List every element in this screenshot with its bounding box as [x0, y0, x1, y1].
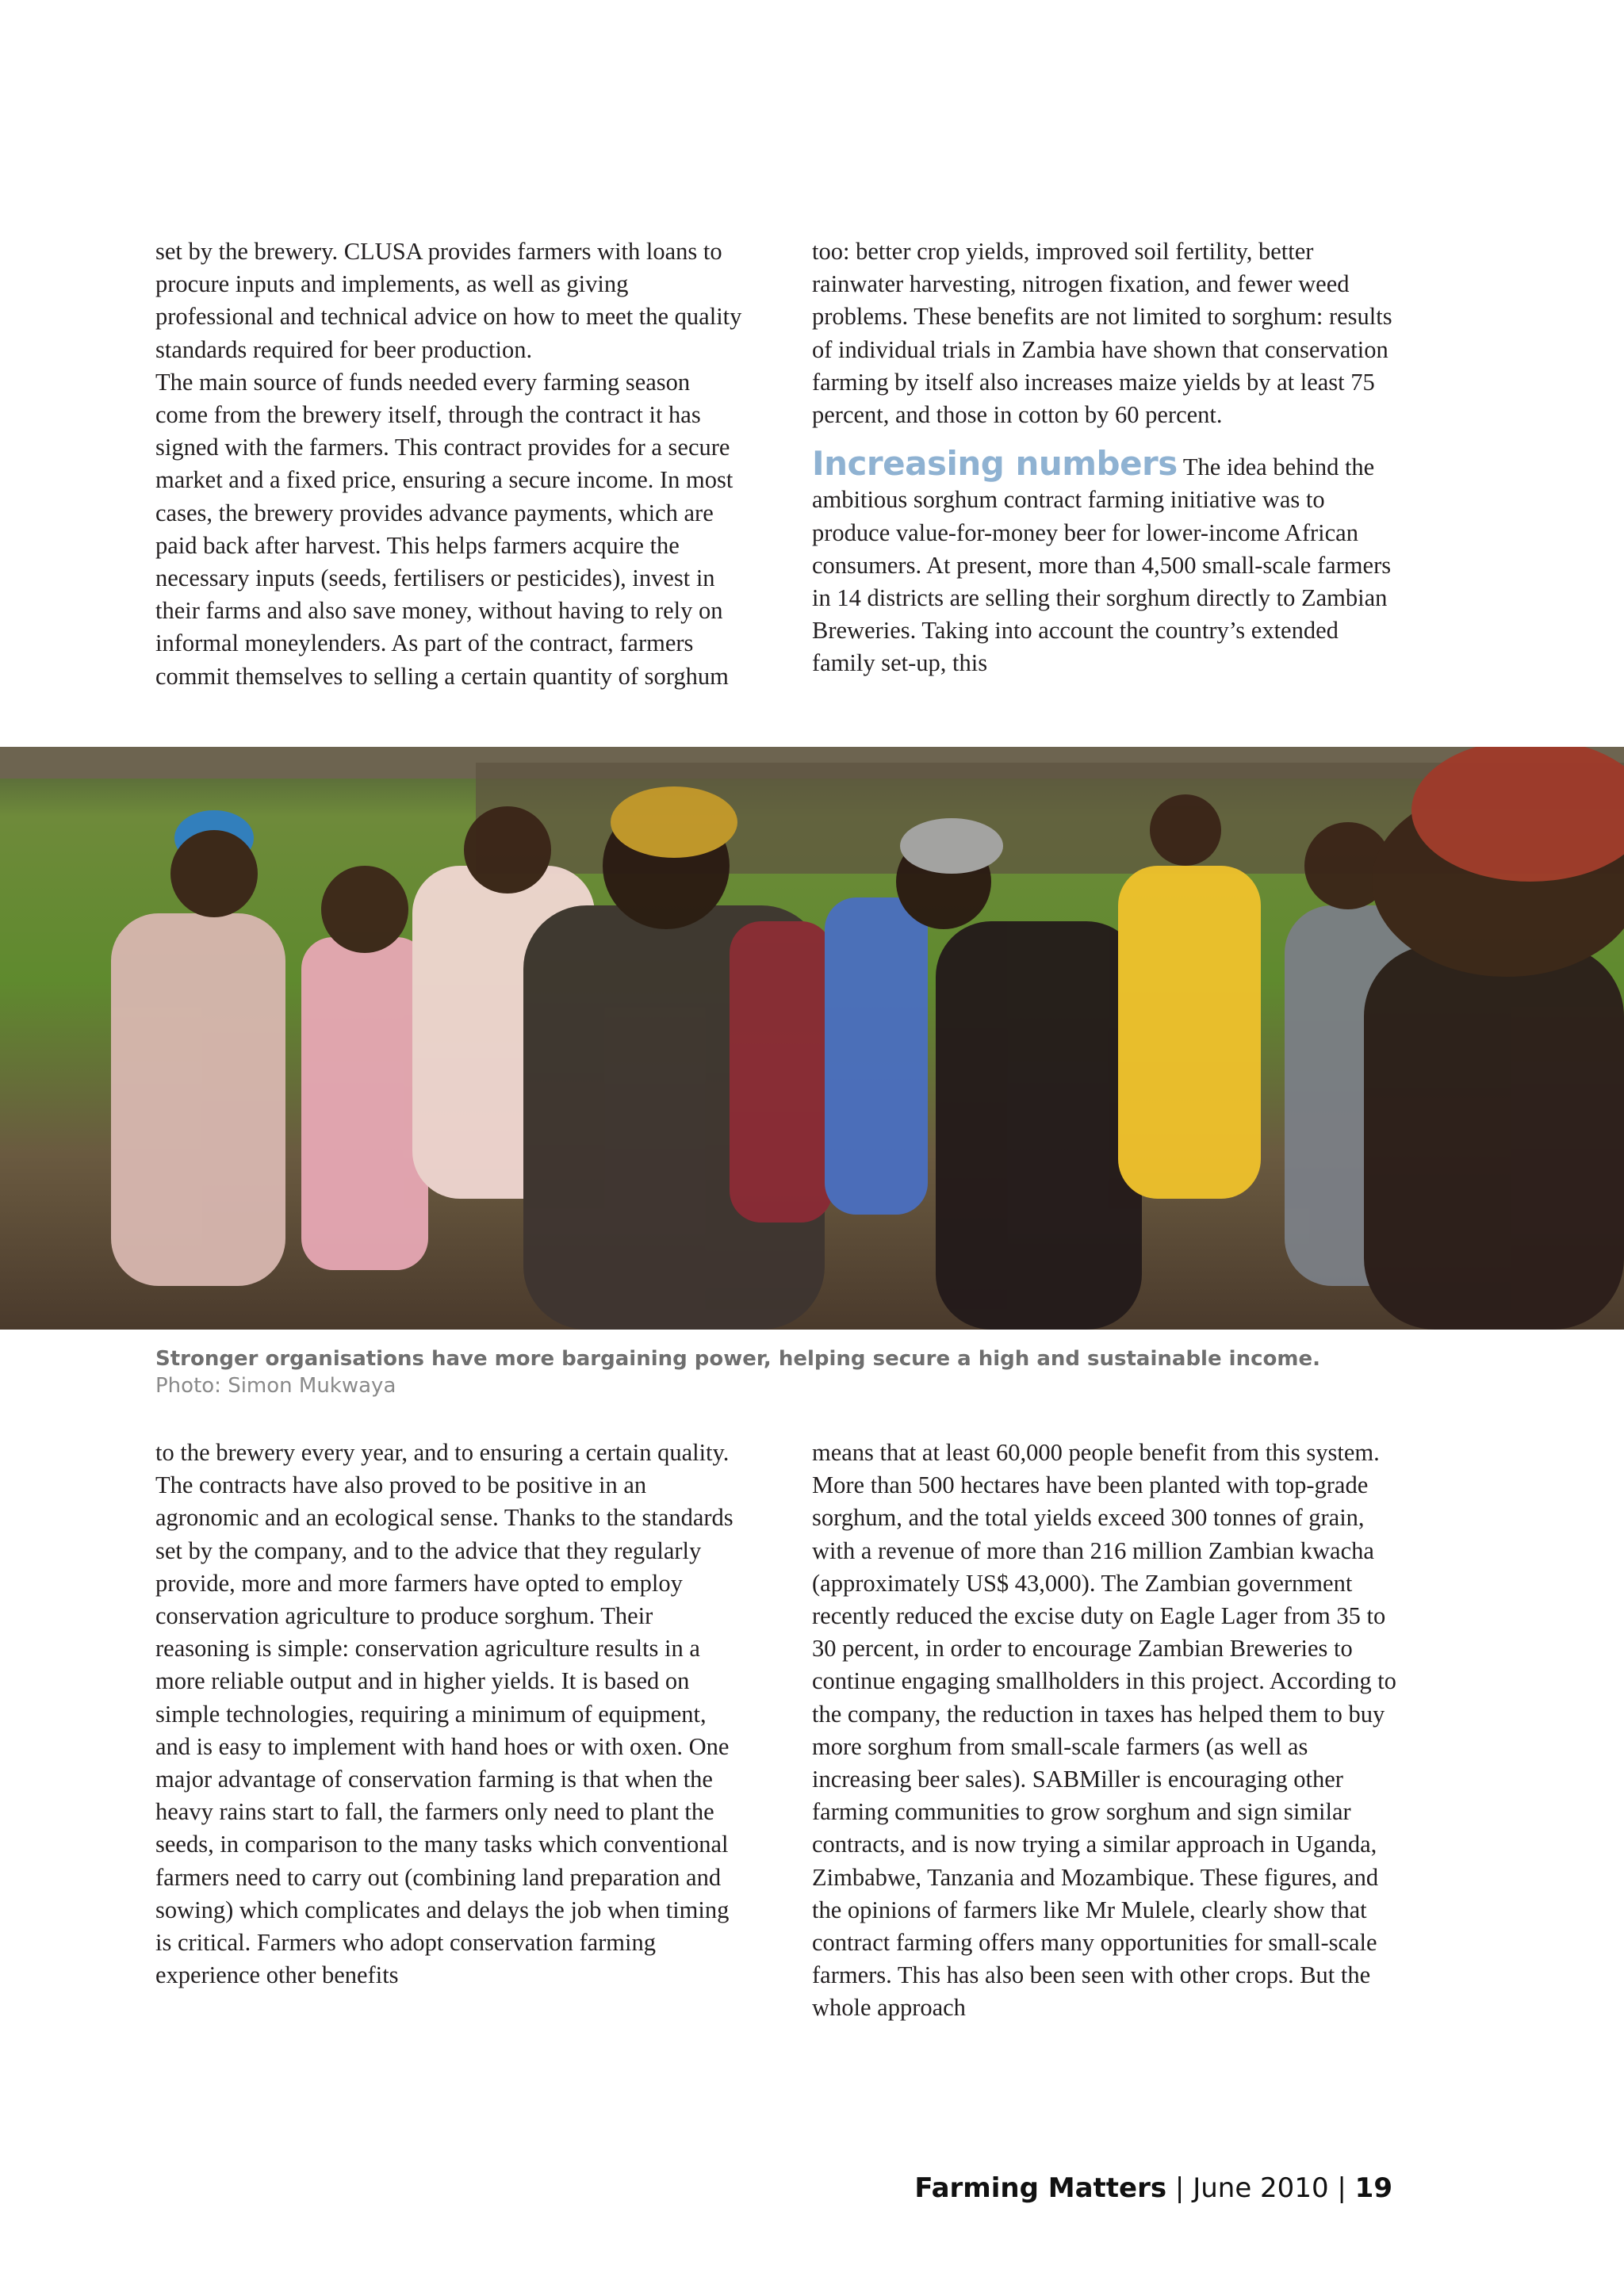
page-number: 19 [1354, 2172, 1392, 2204]
column-top-right [812, 235, 1399, 680]
paragraph: means that at least 60,000 people benefit from this system. More than 500 hectares have been planted with top-grade sorghum, and the total yields exceed 300 tonnes of grain, with a revenue of more than 216 million Zambian kwacha (approximately US$ 43,000). The Zambian government recently reduced the excise duty on Eagle Lager from 35 to 30 percent, in order to encourage Zambian Breweries to continue engaging smallholders in this project. According to the company, the reduction in taxes has helped them to buy more sorghum from small-scale farmers (as well as increasing beer sales). SABMiller is encouraging other farming communities to grow sorghum and sign similar contracts, and is now trying a similar approach in Uganda, Zimbabwe, Tanzania and Mozambique. These figures, and the opinions of farmers like Mr Mulele, clearly show that contract farming offers many opportunities for small-scale farmers. This has also been seen with other crops. But the whole approach [812, 1439, 1396, 2022]
farmers-photo [0, 747, 1624, 1330]
photo-illustration [0, 747, 1624, 1330]
issue-date: June 2010 [1193, 2172, 1329, 2204]
paragraph: to the brewery every year, and to ensuring a certain quality. [155, 1439, 730, 1466]
paragraph-text: The idea behind the ambitious sorghum contract farming initiative was to produce value-for-money beer for lower-income African consumers. At present, more than 4,500 small-scale farmers in 14 districts are selling their sorghum directly to Zambian Breweries. Taking into account the country’s extended family set-up, this [812, 453, 1392, 677]
caption-text: Stronger organisations have more bargaining power, helping secure a high and sustainable income. [155, 1347, 1320, 1371]
column-bottom-left [155, 1437, 742, 1992]
paragraph-with-heading [812, 444, 1399, 679]
footer-separator: | [1328, 2172, 1355, 2204]
footer-separator: | [1166, 2172, 1193, 2204]
paragraph: too: better crop yields, improved soil fertility, better rainwater harvesting, nitrogen fixation, and fewer weed problems. These benefits are not limited to sorghum: results of individual trials in Zambia have shown that conservation farming by itself also increases maize yields by at least 75 percent, and those in cotton by 60 percent. [812, 238, 1392, 429]
photo-credit: Photo: Simon Mukwaya [155, 1374, 396, 1398]
paragraph: The main source of funds needed every farming season come from the brewery itself, through the contract it has signed with the farmers. This contract provides for a secure market and a fixed price, ensuring a secure income. In most cases, the brewery provides advance payments, which are paid back after harvest. This helps farmers acquire the necessary inputs (seeds, fertilisers or pesticides), invest in their farms and also save money, without having to rely on informal moneylenders. As part of the contract, farmers commit themselves to selling a certain quantity of sorghum [155, 368, 733, 690]
magazine-title: Farming Matters [914, 2172, 1167, 2204]
photo-caption [155, 1345, 1503, 1399]
column-bottom-right [812, 1437, 1399, 2025]
column-top-left [155, 235, 742, 693]
paragraph: set by the brewery. CLUSA provides farmers with loans to procure inputs and implements, as well as giving professional and technical advice on how to meet the quality standards required for beer production. [155, 238, 742, 363]
section-heading: Increasing numbers [812, 444, 1178, 484]
paragraph: The contracts have also proved to be positive in an agronomic and an ecological sense. Thanks to the standards set by the company, and to the advice that they regularly provide, more and more farmers have opted to employ conservation agriculture to produce sorghum. Their reasoning is simple: conservation agriculture results in a more reliable output and in higher yields. It is based on simple technologies, requiring a minimum of equipment, and is easy to implement with hand hoes or with oxen. One major advantage of conservation farming is that when the heavy rains start to fall, the farmers only need to plant the seeds, in comparison to the many tasks which conventional farmers need to carry out (combining land preparation and sowing) which complicates and delays the job when timing is critical. Farmers who adopt conservation farming experience other benefits [155, 1471, 733, 1989]
page-footer [914, 2172, 1392, 2204]
